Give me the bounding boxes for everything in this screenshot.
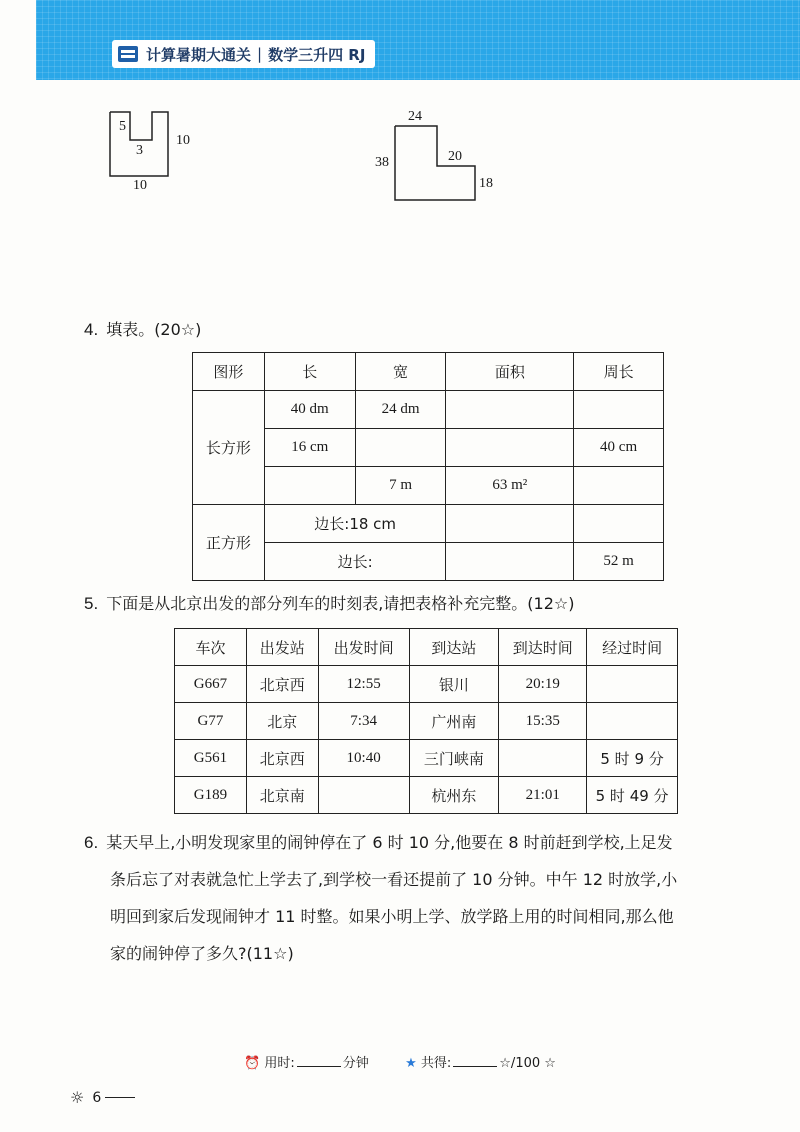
l-label-right: 18 [479, 176, 493, 191]
table-cell: 杭州东 [409, 777, 499, 814]
u-shape-figure [100, 100, 210, 200]
table-cell: 5 时 9 分 [587, 740, 678, 777]
table-cell: 16 cm [264, 429, 355, 467]
question-4-number: 4. [84, 320, 99, 339]
time-blank [297, 1066, 341, 1067]
table-cell: 24 dm [355, 391, 446, 429]
l-label-step: 20 [448, 149, 462, 164]
table-cell: 边长:18 cm [264, 505, 446, 543]
u-label-top: 5 [119, 119, 126, 134]
header-cell: 出发站 [246, 629, 318, 666]
question-6-line: 条后忘了对表就急忙上学去了,到学校一看还提前了 10 分钟。中午 12 时放学,小 [110, 870, 678, 889]
score-blank [453, 1066, 497, 1067]
table-cell: 40 cm [574, 429, 664, 467]
header-cell: 周长 [574, 353, 664, 391]
time-unit: 分钟 [342, 1056, 369, 1071]
table-cell [318, 777, 409, 814]
table-cell [446, 429, 574, 467]
table-cell: 广州南 [409, 703, 499, 740]
l-shape-figure [385, 110, 495, 210]
time-label: 用时: [264, 1056, 295, 1071]
timetable-header-row [175, 629, 678, 666]
table-row [193, 505, 664, 543]
question-6-text: 某天早上,小明发现家里的闹钟停在了 6 时 10 分,他要在 8 时前赶到学校,上足发 [106, 833, 673, 852]
table-row [193, 391, 664, 429]
header-banner [36, 0, 800, 80]
table-row [175, 666, 678, 703]
table-row [175, 777, 678, 814]
header-cell: 出发时间 [318, 629, 409, 666]
book-icon [118, 46, 138, 62]
table-cell: G77 [175, 703, 247, 740]
timetable [174, 628, 678, 814]
sun-icon: ☼ [70, 1088, 85, 1107]
table-cell: G189 [175, 777, 247, 814]
table-cell [446, 543, 574, 581]
square-label: 正方形 [193, 505, 265, 581]
table-cell [355, 429, 446, 467]
table-cell: 银川 [409, 666, 499, 703]
page-number: 6 [92, 1089, 102, 1106]
question-6-line: 家的闹钟停了多久?(11☆) [110, 944, 294, 963]
rectangle-label: 长方形 [193, 391, 265, 505]
table-cell: G667 [175, 666, 247, 703]
question-4 [84, 312, 201, 348]
star-icon: ★ [405, 1056, 417, 1071]
table-cell: 12:55 [318, 666, 409, 703]
question-6-line: 明回到家后发现闹钟才 11 时整。如果小明上学、放学路上用的时间相同,那么他 [110, 907, 674, 926]
header-cell: 宽 [355, 353, 446, 391]
header-cell: 经过时间 [587, 629, 678, 666]
footer [0, 1052, 800, 1071]
table-cell: 7 m [355, 467, 446, 505]
table-cell: G561 [175, 740, 247, 777]
table-cell [446, 505, 574, 543]
table-cell [574, 467, 664, 505]
table-cell: 边长: [264, 543, 446, 581]
area-table-header-row [193, 353, 664, 391]
u-label-bottom: 10 [133, 178, 147, 193]
area-table [192, 352, 664, 581]
header-cell: 到达站 [409, 629, 499, 666]
table-cell: 21:01 [499, 777, 587, 814]
page-number-block [70, 1088, 135, 1107]
question-5 [84, 586, 574, 622]
header-cell: 图形 [193, 353, 265, 391]
table-cell: 5 时 49 分 [587, 777, 678, 814]
table-cell [574, 505, 664, 543]
table-cell [587, 703, 678, 740]
header-subtitle: 数学三升四 RJ [268, 45, 366, 64]
table-cell: 北京 [246, 703, 318, 740]
question-5-number: 5. [84, 594, 99, 613]
table-cell [446, 391, 574, 429]
header-title: 计算暑期大通关 [146, 45, 252, 64]
table-cell [587, 666, 678, 703]
u-label-right: 10 [176, 133, 190, 148]
question-6 [84, 824, 764, 972]
question-6-line [84, 824, 764, 861]
table-cell: 52 m [574, 543, 664, 581]
question-6-number: 6. [84, 833, 99, 852]
question-5-text: 下面是从北京出发的部分列车的时刻表,请把表格补充完整。(12☆) [106, 594, 575, 613]
table-cell: 20:19 [499, 666, 587, 703]
table-cell: 7:34 [318, 703, 409, 740]
clock-icon: ⏰ [244, 1056, 261, 1071]
table-cell: 北京西 [246, 666, 318, 703]
table-cell [499, 740, 587, 777]
header-cell: 面积 [446, 353, 574, 391]
table-cell [264, 467, 355, 505]
header-separator: | [257, 45, 263, 63]
l-label-top: 24 [408, 109, 422, 124]
table-cell: 10:40 [318, 740, 409, 777]
page-underline [105, 1097, 135, 1098]
table-cell: 三门峡南 [409, 740, 499, 777]
header-cell: 车次 [175, 629, 247, 666]
question-4-text: 填表。(20☆) [106, 320, 202, 339]
header-cell: 长 [264, 353, 355, 391]
table-cell: 40 dm [264, 391, 355, 429]
table-cell: 北京南 [246, 777, 318, 814]
l-label-left: 38 [375, 155, 389, 170]
table-row [175, 740, 678, 777]
score-suffix: ☆/100 ☆ [499, 1056, 556, 1071]
table-cell [574, 391, 664, 429]
table-cell: 63 m² [446, 467, 574, 505]
score-label: 共得: [420, 1056, 452, 1071]
header-cell: 到达时间 [499, 629, 587, 666]
u-label-notch: 3 [136, 143, 143, 158]
table-cell: 15:35 [499, 703, 587, 740]
table-row [175, 703, 678, 740]
table-cell: 北京西 [246, 740, 318, 777]
header-title-bar [112, 40, 375, 68]
